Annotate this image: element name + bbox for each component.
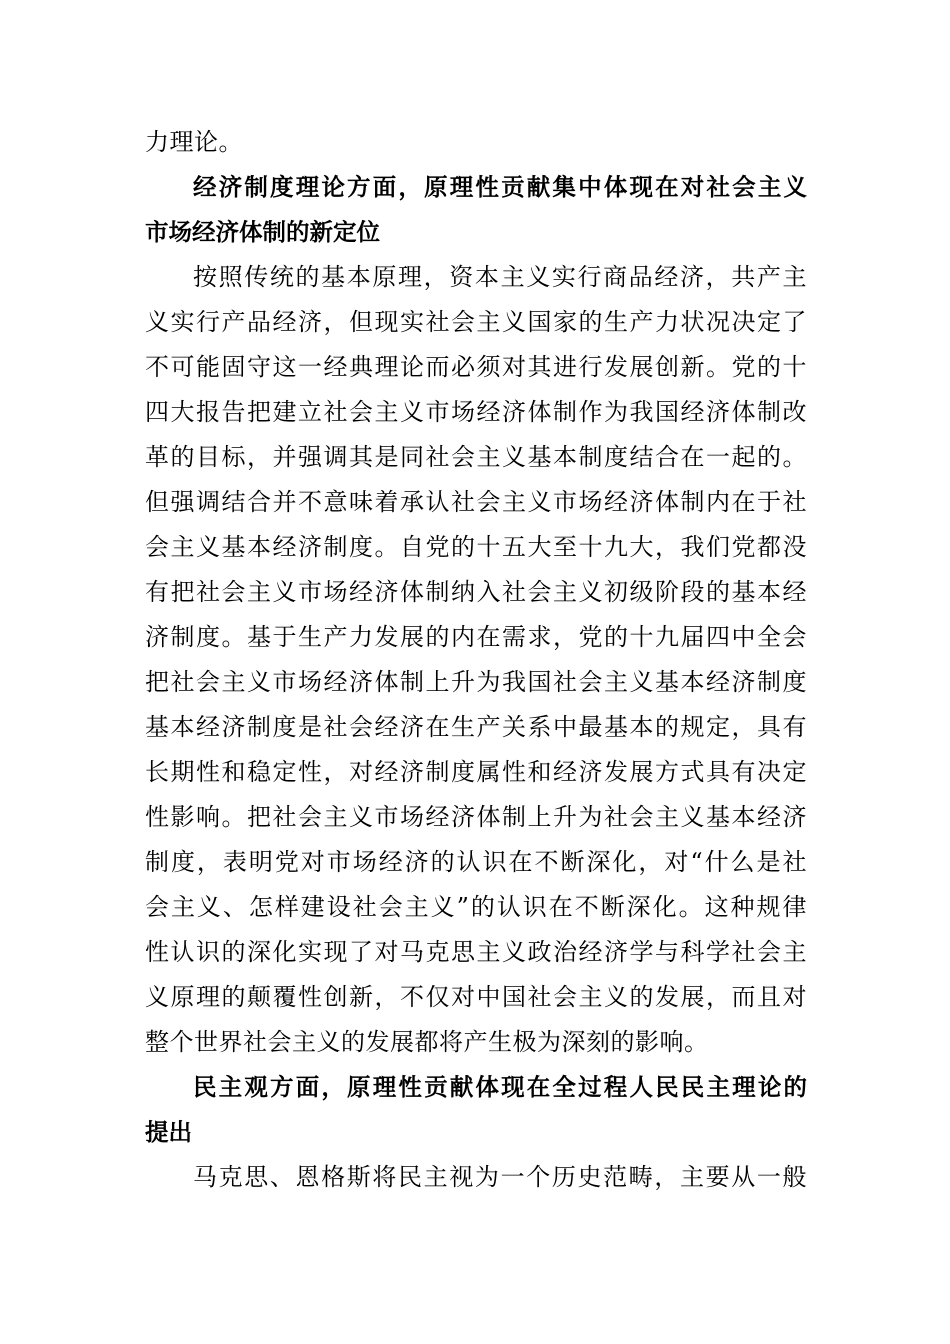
heading-line: 提出: [145, 1118, 192, 1146]
paragraph-democracy: [145, 1155, 807, 1200]
text-line: 济制度。基于生产力发展的内在需求，党的十九届四中全会: [145, 623, 807, 651]
text-line: 按照传统的基本原理，资本主义实行商品经济，共产主: [193, 263, 807, 291]
text-line: 义实行产品经济，但现实社会主义国家的生产力状况决定了: [145, 308, 807, 336]
paragraph-continuation: [145, 120, 807, 165]
document-page: [145, 120, 807, 1200]
text-line: 义原理的颠覆性创新，不仅对中国社会主义的发展，而且对: [145, 983, 807, 1011]
text-line: 会主义基本经济制度。自党的十五大至十九大，我们党都没: [145, 533, 807, 561]
text-line: 四大报告把建立社会主义市场经济体制作为我国经济体制改: [145, 398, 807, 426]
text-line: 基本经济制度是社会经济在生产关系中最基本的规定，具有: [145, 713, 807, 741]
section-heading-democracy: [145, 1065, 807, 1155]
text-line: 马克思、恩格斯将民主视为一个历史范畴，主要从一般: [193, 1163, 807, 1191]
text-line: 不可能固守这一经典理论而必须对其进行发展创新。党的十: [145, 353, 807, 381]
text-line: 但强调结合并不意味着承认社会主义市场经济体制内在于社: [145, 488, 807, 516]
text-line: 革的目标，并强调其是同社会主义基本制度结合在一起的。: [145, 443, 807, 471]
text-line: 有把社会主义市场经济体制纳入社会主义初级阶段的基本经: [145, 578, 807, 606]
text-line: 长期性和稳定性，对经济制度属性和经济发展方式具有决定: [145, 758, 807, 786]
text-line: 性认识的深化实现了对马克思主义政治经济学与科学社会主: [145, 938, 807, 966]
section-heading-economic-system: [145, 165, 807, 255]
text-line: 整个世界社会主义的发展都将产生极为深刻的影响。: [145, 1028, 709, 1056]
text-line: 制度，表明党对市场经济的认识在不断深化，对“什么是社: [145, 848, 807, 876]
text-line: 把社会主义市场经济体制上升为我国社会主义基本经济制度: [145, 668, 807, 696]
paragraph-market-economy: [145, 255, 807, 1065]
text-line: 性影响。把社会主义市场经济体制上升为社会主义基本经济: [145, 803, 807, 831]
heading-line: 经济制度理论方面，原理性贡献集中体现在对社会主义: [193, 173, 807, 201]
text-line: 力理论。: [145, 128, 243, 156]
heading-line: 市场经济体制的新定位: [145, 218, 380, 246]
heading-line: 民主观方面，原理性贡献体现在全过程人民民主理论的: [193, 1073, 807, 1101]
text-line: 会主义、怎样建设社会主义”的认识在不断深化。这种规律: [145, 893, 807, 921]
